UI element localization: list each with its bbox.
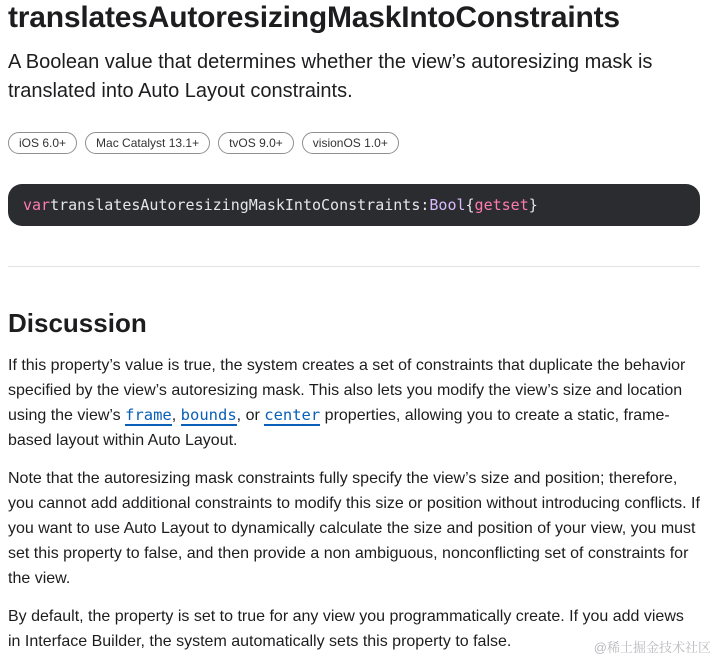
paragraph-text: properties, allowing you to create a static, frame-based layout within Auto Layout. (8, 407, 670, 449)
availability-badge-tvos: tvOS 9.0+ (218, 132, 294, 154)
frame-link[interactable]: frame (125, 406, 172, 424)
code-brace-open: { (465, 196, 475, 214)
availability-badge-ios: iOS 6.0+ (8, 132, 77, 154)
discussion-paragraph-3: By default, the property is set to true for any view you programmatically create. If you add views in Interface Builder, the system automatically sets this property to false. (8, 608, 684, 650)
separator-text: , (171, 407, 181, 424)
discussion-heading: Discussion (8, 308, 147, 338)
declaration-code-block (8, 184, 700, 226)
section-divider (8, 266, 700, 267)
abstract: A Boolean value that determines whether the view’s autoresizing mask is translated into Auto Layout constraints. (8, 51, 653, 102)
code-keyword-get: get (474, 196, 502, 214)
code-keyword-var: var (23, 196, 51, 214)
availability-list (8, 132, 700, 154)
watermark: @稀土掘金技术社区 (593, 640, 711, 655)
center-link[interactable]: center (264, 406, 321, 424)
separator-text: , or (236, 407, 265, 424)
documentation-page (8, 0, 700, 654)
bounds-link[interactable]: bounds (180, 406, 237, 424)
paragraph-text: If this property’s value is true, the system creates a set of constraints that duplicate the behavior specified by the view’s autoresizing mask. This also lets you modify the view’s size and location using the view’s (8, 357, 686, 424)
availability-badge-mac-catalyst: Mac Catalyst 13.1+ (85, 132, 210, 154)
discussion-paragraph-1 (8, 353, 700, 453)
code-type-bool[interactable]: Bool (429, 196, 466, 214)
code-brace-close: } (528, 196, 538, 214)
discussion-paragraph-2: Note that the autoresizing mask constraints fully specify the view’s size and position; therefore, you cannot add additional constraints to modify this size or position without introducing conflicts. If you want to use Auto Layout to dynamically calculate the size and position of your view, you must set this property to false, and then provide a non ambiguous, nonconflicting set of constraints for the view. (8, 470, 700, 587)
code-keyword-set: set (501, 196, 529, 214)
page-title: translatesAutoresizingMaskIntoConstraints (8, 1, 620, 34)
availability-badge-visionos: visionOS 1.0+ (302, 132, 399, 154)
code-property-name: translatesAutoresizingMaskIntoConstraints: (50, 196, 430, 214)
